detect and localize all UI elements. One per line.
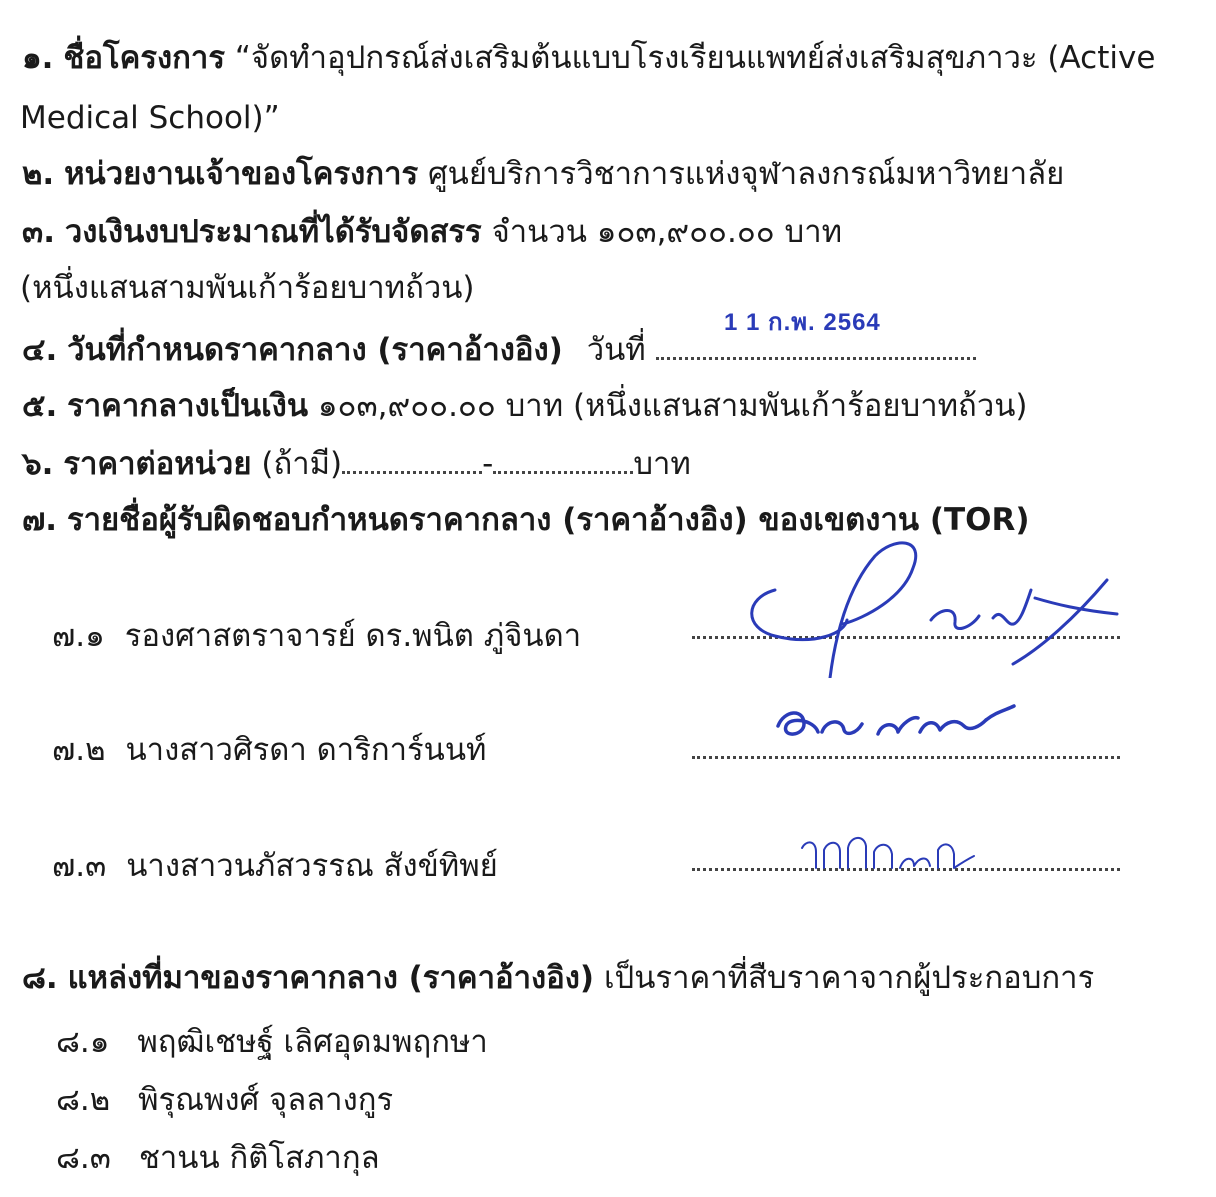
item3-number: ๓.: [22, 214, 55, 250]
item8-row: [22, 958, 1094, 998]
item4-row: [22, 330, 976, 370]
item6-number: ๖.: [22, 446, 54, 482]
item6-unit: บาท: [633, 446, 691, 482]
member-name: นางสาวศิรดา ดาริการ์นนท์: [125, 732, 487, 768]
item1-label: ชื่อโครงการ: [63, 40, 225, 76]
item3-amount-words: (หนึ่งแสนสามพันเก้าร้อยบาทถ้วน): [20, 270, 475, 306]
item2-value: ศูนย์บริการวิชาการแห่งจุฬาลงกรณ์มหาวิทยาลัย: [428, 156, 1065, 192]
item8-value: เป็นราคาที่สืบราคาจากผู้ประกอบการ: [603, 960, 1095, 996]
item2-number: ๒.: [22, 156, 55, 192]
item7-number: ๗.: [22, 502, 58, 538]
source-row: [56, 1080, 393, 1120]
item1-row: [22, 38, 1155, 78]
item5-number: ๕.: [22, 388, 58, 424]
item8-label: แหล่งที่มาของราคากลาง (ราคาอ้างอิง): [67, 960, 595, 996]
source-row: [56, 1138, 380, 1178]
item6-prefix: (ถ้ามี): [261, 446, 343, 482]
source-number: ๘.๓: [56, 1140, 111, 1176]
member-row: [52, 730, 487, 770]
item2-row: [22, 154, 1064, 194]
signature-1-image: [735, 528, 1125, 678]
item3-value: จำนวน ๑๐๓,๙๐๐.๐๐ บาท: [491, 214, 843, 250]
signature-2-image: [770, 696, 1020, 758]
source-name: พฤฒิเชษฐ์ เลิศอุดมพฤกษา: [137, 1024, 488, 1060]
item5-label: ราคากลางเป็นเงิน: [67, 388, 309, 424]
signature-3-image: [798, 826, 988, 878]
item4-date-dotted-line: [656, 351, 976, 360]
item3-amount-words-row: [20, 268, 475, 308]
source-name: พิรุณพงศ์ จุลลางกูร: [138, 1082, 394, 1118]
item1-row-continued: [20, 98, 280, 138]
item3-row: [22, 212, 842, 252]
source-row: [56, 1022, 488, 1062]
source-number: ๘.๑: [56, 1024, 110, 1060]
member-row: [52, 616, 581, 656]
item1-value-continued: Medical School)”: [20, 100, 280, 136]
item7-label: รายชื่อผู้รับผิดชอบกำหนดราคากลาง (ราคาอ้างอิง) ของเขตงาน (TOR): [66, 502, 1030, 538]
member-name: นางสาวนภัสวรรณ สังข์ทิพย์: [126, 848, 498, 884]
source-name: ชานน กิติโสภากุล: [138, 1140, 380, 1176]
item6-dash: -: [482, 446, 494, 482]
item2-label: หน่วยงานเจ้าของโครงการ: [64, 156, 419, 192]
source-number: ๘.๒: [56, 1082, 111, 1118]
item4-label: วันที่กำหนดราคากลาง (ราคาอ้างอิง): [67, 332, 563, 368]
member-row: [52, 846, 498, 886]
item6-dotted-line-a: [342, 465, 482, 474]
item1-number: ๑.: [22, 40, 54, 76]
item5-value: ๑๐๓,๙๐๐.๐๐ บาท (หนึ่งแสนสามพันเก้าร้อยบาทถ้วน): [317, 388, 1028, 424]
member-name: รองศาสตราจารย์ ดร.พนิต ภู่จินดา: [124, 618, 582, 654]
member-number: ๗.๑: [52, 618, 105, 654]
item4-number: ๔.: [22, 332, 58, 368]
item6-row: [22, 444, 691, 484]
item3-label: วงเงินงบประมาณที่ได้รับจัดสรร: [64, 214, 482, 250]
item4-date-prefix: วันที่: [586, 332, 646, 368]
member-number: ๗.๒: [52, 732, 106, 768]
member-number: ๗.๓: [52, 848, 107, 884]
item1-value: “จัดทำอุปกรณ์ส่งเสริมต้นแบบโรงเรียนแพทย์ส่งเสริมสุขภาวะ (Active: [234, 40, 1156, 76]
handwritten-date: 1 1 ก.พ. 2564: [724, 309, 881, 336]
item8-number: ๘.: [22, 960, 58, 996]
item5-row: [22, 386, 1028, 426]
item6-label: ราคาต่อหน่วย: [63, 446, 252, 482]
item6-dotted-line-b: [493, 465, 633, 474]
